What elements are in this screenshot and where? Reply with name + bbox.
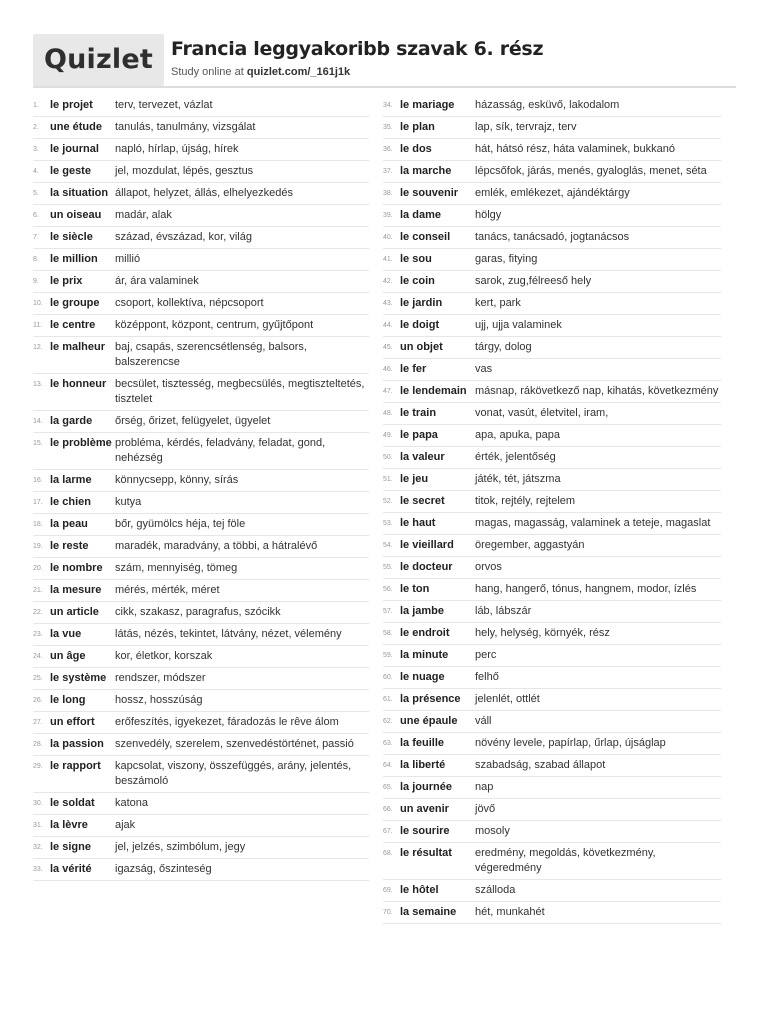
term-word: le prix <box>50 275 83 287</box>
term-row <box>33 646 369 668</box>
term-word: la passion <box>50 738 104 750</box>
term-number: 7. <box>33 234 39 241</box>
term-row <box>33 227 369 249</box>
term-number: 37. <box>383 168 393 175</box>
term-number: 46. <box>383 366 393 373</box>
term-word: la liberté <box>400 759 446 771</box>
term-definition: tanulás, tanulmány, vizsgálat <box>115 121 256 133</box>
term-row <box>33 668 369 690</box>
term-definition: probléma, kérdés, feladvány, feladat, gond, nehézség <box>115 437 326 464</box>
term-row <box>383 843 721 880</box>
term-definition: szám, mennyiség, tömeg <box>115 562 238 574</box>
term-definition: láb, lábszár <box>475 605 532 617</box>
term-number: 15. <box>33 440 43 447</box>
term-number: 12. <box>33 344 43 351</box>
term-number: 48. <box>383 410 393 417</box>
term-definition: látás, nézés, tekintet, látvány, nézet, vélemény <box>115 628 342 640</box>
quizlet-logo[interactable]: Quizlet <box>33 34 164 86</box>
term-definition: szálloda <box>475 884 516 896</box>
term-number: 5. <box>33 190 39 197</box>
term-word: la garde <box>50 415 93 427</box>
term-row <box>33 690 369 712</box>
term-number: 28. <box>33 741 43 748</box>
term-definition: mosoly <box>475 825 510 837</box>
term-definition: másnap, rákövetkező nap, kihatás, következmény <box>475 385 719 397</box>
term-number: 24. <box>33 653 43 660</box>
term-word: un avenir <box>400 803 449 815</box>
term-number: 2. <box>33 124 39 131</box>
term-definition: napló, hírlap, újság, hírek <box>115 143 239 155</box>
term-definition: hölgy <box>475 209 502 221</box>
term-row <box>33 734 369 756</box>
term-word: le docteur <box>400 561 453 573</box>
term-word: le souvenir <box>400 187 459 199</box>
term-number: 60. <box>383 674 393 681</box>
term-row <box>33 411 369 433</box>
term-word: le mariage <box>400 99 455 111</box>
term-row <box>33 337 369 374</box>
term-row <box>383 557 721 579</box>
term-definition: öregember, aggastyán <box>475 539 585 551</box>
term-row <box>33 793 369 815</box>
term-number: 62. <box>383 718 393 725</box>
term-definition: hét, munkahét <box>475 906 545 918</box>
term-definition: század, évszázad, kor, világ <box>115 231 252 243</box>
term-row <box>383 293 721 315</box>
term-word: le malheur <box>50 341 106 353</box>
term-number: 50. <box>383 454 393 461</box>
term-row <box>33 756 369 793</box>
term-number: 16. <box>33 477 43 484</box>
term-row <box>383 271 721 293</box>
term-row <box>383 469 721 491</box>
term-definition: jel, jelzés, szimbólum, jegy <box>115 841 246 853</box>
term-number: 57. <box>383 608 393 615</box>
term-number: 61. <box>383 696 393 703</box>
term-word: le doigt <box>400 319 440 331</box>
term-row <box>33 859 369 881</box>
term-number: 56. <box>383 586 393 593</box>
term-word: le centre <box>50 319 96 331</box>
term-row <box>383 667 721 689</box>
term-word: le train <box>400 407 437 419</box>
term-number: 31. <box>33 822 43 829</box>
term-definition: garas, fitying <box>475 253 538 265</box>
term-word: le nuage <box>400 671 445 683</box>
term-row <box>33 271 369 293</box>
term-definition: ajak <box>115 819 136 831</box>
term-word: le jeu <box>400 473 429 485</box>
term-number: 19. <box>33 543 43 550</box>
term-word: le système <box>50 672 107 684</box>
term-number: 35. <box>383 124 393 131</box>
right-term-list <box>383 95 721 924</box>
term-row <box>33 602 369 624</box>
term-word: un effort <box>50 716 95 728</box>
term-word: la lèvre <box>50 819 88 831</box>
term-number: 20. <box>33 565 43 572</box>
term-row <box>383 645 721 667</box>
term-definition: eredmény, megoldás, következmény, végeredmény <box>475 847 656 874</box>
term-row <box>33 712 369 734</box>
term-definition: kor, életkor, korszak <box>115 650 213 662</box>
term-row <box>383 755 721 777</box>
term-word: le conseil <box>400 231 451 243</box>
term-row <box>383 95 721 117</box>
term-word: le nombre <box>50 562 103 574</box>
term-word: la vérité <box>50 863 92 875</box>
term-word: le geste <box>50 165 91 177</box>
term-definition: házasság, esküvő, lakodalom <box>475 99 620 111</box>
term-definition: terv, tervezet, vázlat <box>115 99 213 111</box>
term-row <box>383 623 721 645</box>
term-number: 38. <box>383 190 393 197</box>
term-number: 17. <box>33 499 43 506</box>
term-definition: váll <box>475 715 492 727</box>
term-number: 55. <box>383 564 393 571</box>
term-row <box>383 513 721 535</box>
term-word: la feuille <box>400 737 445 749</box>
term-number: 43. <box>383 300 393 307</box>
term-word: le sou <box>400 253 432 265</box>
term-number: 42. <box>383 278 393 285</box>
term-number: 18. <box>33 521 43 528</box>
term-word: la jambe <box>400 605 445 617</box>
term-definition: perc <box>475 649 497 661</box>
term-row <box>383 183 721 205</box>
term-word: la mesure <box>50 584 102 596</box>
term-number: 3. <box>33 146 39 153</box>
term-definition: cikk, szakasz, paragrafus, szócikk <box>115 606 281 618</box>
term-row <box>33 837 369 859</box>
term-word: le honneur <box>50 378 107 390</box>
term-definition: őrség, őrizet, felügyelet, ügyelet <box>115 415 271 427</box>
term-word: la peau <box>50 518 88 530</box>
term-word: la dame <box>400 209 441 221</box>
term-row <box>383 799 721 821</box>
term-number: 23. <box>33 631 43 638</box>
term-row <box>383 733 721 755</box>
term-row <box>383 139 721 161</box>
term-definition: rendszer, módszer <box>115 672 206 684</box>
term-definition: baj, csapás, szerencsétlenség, balsors, balszerencse <box>115 341 307 368</box>
term-row <box>33 183 369 205</box>
study-link[interactable]: quizlet.com/_161j1k <box>246 66 351 78</box>
term-row <box>383 315 721 337</box>
term-row <box>33 470 369 492</box>
term-number: 36. <box>383 146 393 153</box>
term-row <box>33 315 369 337</box>
term-definition: kutya <box>115 496 142 508</box>
term-number: 26. <box>33 697 43 704</box>
term-definition: csoport, kollektíva, népcsoport <box>115 297 264 309</box>
term-number: 45. <box>383 344 393 351</box>
term-word: un âge <box>50 650 86 662</box>
term-row <box>383 425 721 447</box>
term-row <box>33 249 369 271</box>
term-number: 22. <box>33 609 43 616</box>
term-number: 59. <box>383 652 393 659</box>
term-definition: vas <box>475 363 493 375</box>
term-word: la semaine <box>400 906 457 918</box>
term-row <box>33 492 369 514</box>
term-row <box>33 95 369 117</box>
term-row <box>383 447 721 469</box>
term-definition: könnycsepp, könny, sírás <box>115 474 239 486</box>
term-definition: apa, apuka, papa <box>475 429 561 441</box>
term-number: 9. <box>33 278 39 285</box>
term-number: 67. <box>383 828 393 835</box>
term-definition: hossz, hosszúság <box>115 694 203 706</box>
term-definition: növény levele, papírlap, űrlap, újságlap <box>475 737 666 749</box>
term-word: le projet <box>50 99 93 111</box>
term-definition: felhő <box>475 671 499 683</box>
term-row <box>383 117 721 139</box>
header-divider <box>33 86 736 88</box>
term-definition: hát, hátsó rész, háta valaminek, bukkanó <box>475 143 675 155</box>
term-number: 33. <box>33 866 43 873</box>
term-definition: hang, hangerő, tónus, hangnem, modor, ízlés <box>475 583 697 595</box>
term-row <box>33 433 369 470</box>
term-definition: lépcsőfok, járás, menés, gyaloglás, menet, séta <box>475 165 707 177</box>
term-word: un objet <box>400 341 443 353</box>
term-number: 32. <box>33 844 43 851</box>
term-number: 52. <box>383 498 393 505</box>
term-word: le long <box>50 694 86 706</box>
term-row <box>33 374 369 411</box>
term-definition: magas, magasság, valaminek a teteje, magaslat <box>475 517 711 529</box>
term-number: 51. <box>383 476 393 483</box>
term-definition: lap, sík, tervrajz, terv <box>475 121 577 133</box>
left-term-list <box>33 95 369 881</box>
term-number: 40. <box>383 234 393 241</box>
term-definition: madár, alak <box>115 209 172 221</box>
term-number: 49. <box>383 432 393 439</box>
term-row <box>383 535 721 557</box>
term-definition: játék, tét, játszma <box>475 473 561 485</box>
term-definition: titok, rejtély, rejtelem <box>475 495 576 507</box>
term-row <box>383 601 721 623</box>
term-definition: tanács, tanácsadó, jogtanácsos <box>475 231 630 243</box>
term-definition: bőr, gyümölcs héja, tej föle <box>115 518 246 530</box>
term-word: le endroit <box>400 627 450 639</box>
term-number: 25. <box>33 675 43 682</box>
term-row <box>383 359 721 381</box>
term-definition: igazság, őszinteség <box>115 863 212 875</box>
term-word: le signe <box>50 841 91 853</box>
term-number: 66. <box>383 806 393 813</box>
term-word: le siècle <box>50 231 93 243</box>
term-definition: emlék, emlékezet, ajándéktárgy <box>475 187 630 199</box>
term-word: la larme <box>50 474 92 486</box>
term-row <box>383 711 721 733</box>
term-number: 68. <box>383 850 393 857</box>
term-definition: szabadság, szabad állapot <box>475 759 606 771</box>
term-word: le rapport <box>50 760 101 772</box>
term-word: le résultat <box>400 847 452 859</box>
term-word: le sourire <box>400 825 450 837</box>
term-number: 1. <box>33 102 39 109</box>
term-number: 34. <box>383 102 393 109</box>
term-row <box>383 579 721 601</box>
term-number: 58. <box>383 630 393 637</box>
term-word: le hôtel <box>400 884 439 896</box>
term-row <box>383 249 721 271</box>
term-number: 63. <box>383 740 393 747</box>
term-row <box>33 514 369 536</box>
term-word: un article <box>50 606 99 618</box>
term-definition: ujj, ujja valaminek <box>475 319 562 331</box>
term-word: le reste <box>50 540 89 552</box>
term-definition: nap <box>475 781 494 793</box>
term-number: 64. <box>383 762 393 769</box>
term-word: le million <box>50 253 98 265</box>
term-definition: becsület, tisztesség, megbecsülés, megtiszteltetés, tisztelet <box>115 378 365 405</box>
term-number: 44. <box>383 322 393 329</box>
term-row <box>383 227 721 249</box>
term-row <box>33 139 369 161</box>
term-word: le vieillard <box>400 539 454 551</box>
term-row <box>33 293 369 315</box>
term-number: 30. <box>33 800 43 807</box>
term-number: 6. <box>33 212 39 219</box>
term-row <box>383 902 721 924</box>
term-word: le haut <box>400 517 436 529</box>
term-number: 41. <box>383 256 393 263</box>
term-definition: mérés, mérték, méret <box>115 584 220 596</box>
term-word: un oiseau <box>50 209 102 221</box>
term-word: la journée <box>400 781 452 793</box>
term-word: le groupe <box>50 297 100 309</box>
term-row <box>33 117 369 139</box>
term-row <box>383 337 721 359</box>
term-definition: maradék, maradvány, a többi, a hátralévő <box>115 540 318 552</box>
term-definition: orvos <box>475 561 502 573</box>
term-definition: ár, ára valaminek <box>115 275 199 287</box>
term-number: 39. <box>383 212 393 219</box>
term-word: le plan <box>400 121 435 133</box>
term-definition: kapcsolat, viszony, összefüggés, arány, jelentés, beszámoló <box>115 760 352 787</box>
term-word: la marche <box>400 165 452 177</box>
term-row <box>33 558 369 580</box>
term-number: 65. <box>383 784 393 791</box>
term-definition: érték, jelentőség <box>475 451 556 463</box>
term-word: le papa <box>400 429 438 441</box>
term-word: le problème <box>50 437 112 449</box>
term-word: la présence <box>400 693 461 705</box>
term-definition: jel, mozdulat, lépés, gesztus <box>115 165 254 177</box>
term-definition: jelenlét, ottlét <box>475 693 540 705</box>
term-number: 4. <box>33 168 39 175</box>
term-word: le fer <box>400 363 427 375</box>
term-definition: középpont, központ, centrum, gyűjtőpont <box>115 319 314 331</box>
term-definition: sarok, zug,félreeső hely <box>475 275 592 287</box>
term-definition: tárgy, dolog <box>475 341 532 353</box>
term-number: 29. <box>33 763 43 770</box>
subtitle-prefix: Study online at <box>171 66 247 78</box>
term-number: 13. <box>33 381 43 388</box>
term-row <box>33 161 369 183</box>
term-number: 54. <box>383 542 393 549</box>
term-word: une étude <box>50 121 102 133</box>
term-number: 14. <box>33 418 43 425</box>
term-row <box>383 821 721 843</box>
term-row <box>383 381 721 403</box>
term-word: le journal <box>50 143 99 155</box>
term-row <box>383 205 721 227</box>
term-word: la situation <box>50 187 109 199</box>
term-row <box>33 624 369 646</box>
term-row <box>33 815 369 837</box>
term-row <box>383 777 721 799</box>
term-word: le chien <box>50 496 91 508</box>
term-word: le secret <box>400 495 445 507</box>
term-word: le jardin <box>400 297 443 309</box>
term-row <box>383 491 721 513</box>
term-number: 69. <box>383 887 393 894</box>
term-definition: kert, park <box>475 297 521 309</box>
term-number: 53. <box>383 520 393 527</box>
term-number: 27. <box>33 719 43 726</box>
term-word: le soldat <box>50 797 95 809</box>
term-definition: állapot, helyzet, állás, elhelyezkedés <box>115 187 293 199</box>
term-row <box>383 880 721 902</box>
page-title: Francia leggyakoribb szavak 6. rész <box>171 38 544 60</box>
term-number: 8. <box>33 256 39 263</box>
term-definition: szenvedély, szerelem, szenvedéstörténet, passió <box>115 738 354 750</box>
term-number: 11. <box>33 322 43 329</box>
term-definition: jövő <box>475 803 496 815</box>
term-definition: vonat, vasút, életvitel, iram, <box>475 407 609 419</box>
term-word: la vue <box>50 628 82 640</box>
term-row <box>33 536 369 558</box>
page-header <box>33 34 736 86</box>
term-word: la valeur <box>400 451 445 463</box>
term-word: le lendemain <box>400 385 467 397</box>
term-row <box>383 403 721 425</box>
term-definition: erőfeszítés, igyekezet, fáradozás le rêve álom <box>115 716 339 728</box>
term-number: 10. <box>33 300 43 307</box>
term-number: 47. <box>383 388 393 395</box>
term-word: le dos <box>400 143 432 155</box>
term-row <box>383 161 721 183</box>
term-row <box>383 689 721 711</box>
term-definition: millió <box>115 253 141 265</box>
term-row <box>33 205 369 227</box>
term-word: la minute <box>400 649 449 661</box>
term-row <box>33 580 369 602</box>
term-word: une épaule <box>400 715 458 727</box>
term-word: le ton <box>400 583 430 595</box>
term-number: 70. <box>383 909 393 916</box>
term-word: le coin <box>400 275 435 287</box>
term-definition: hely, helység, környék, rész <box>475 627 610 639</box>
term-number: 21. <box>33 587 43 594</box>
term-definition: katona <box>115 797 149 809</box>
page-subtitle <box>171 66 350 78</box>
